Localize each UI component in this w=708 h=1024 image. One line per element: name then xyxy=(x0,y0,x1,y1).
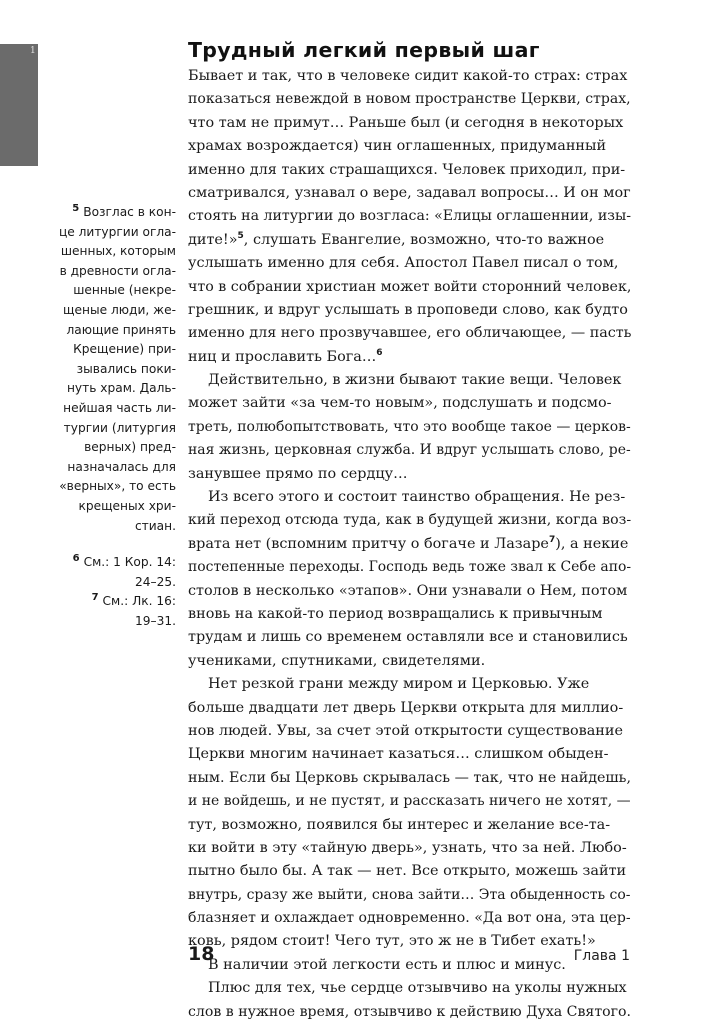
text-line-content: именно для него прозвучавшее, его обличающее, — пасть xyxy=(188,325,632,342)
text-line-content: стоять на литургии до возгласа: «Елицы оглашеннии, изы- xyxy=(188,208,632,225)
footnote-line: це литургии огла- xyxy=(58,224,176,239)
footnote-line: шенные (некре- xyxy=(73,283,176,298)
footnote-number: 7 xyxy=(91,592,99,604)
text-line-content: слов в нужное время, отзывчиво к действию Духа Святого. xyxy=(188,1003,631,1020)
text-line xyxy=(188,977,631,1000)
footnote-text: См.: Лк. 16: xyxy=(102,594,176,609)
text-line-content: ным. Если бы Церковь скрывалась — так, что не найдешь, xyxy=(188,769,631,786)
footnote-line: назначалась для xyxy=(67,459,176,474)
chapter-label: Глава 1 xyxy=(573,948,630,964)
footnote-ref: 7 xyxy=(548,534,556,545)
text-line xyxy=(188,88,631,111)
section-title: Трудный легкий первый шаг xyxy=(188,38,540,62)
text-line-content: вновь на какой-то период возвращались к привычным xyxy=(188,605,603,622)
footnote-line: зывались поки- xyxy=(76,361,176,376)
margin-footnotes xyxy=(44,203,176,631)
text-line xyxy=(188,767,631,790)
text-line xyxy=(188,205,632,228)
text-line xyxy=(188,159,631,182)
text-line xyxy=(188,112,631,135)
text-line xyxy=(188,860,631,883)
text-line xyxy=(188,486,631,509)
text-line xyxy=(188,673,631,696)
text-line xyxy=(188,790,631,813)
text-line xyxy=(188,1001,631,1024)
text-line-content: Бывает и так, что в человеке сидит какой-то страх: страх xyxy=(188,68,628,84)
body-text xyxy=(188,65,631,1024)
text-line xyxy=(188,346,631,369)
text-line xyxy=(188,299,631,322)
footnote-text: См.: 1 Кор. 14: xyxy=(83,555,176,570)
text-line-content: Церкви многим начинает казаться… слишком обыден- xyxy=(188,746,609,763)
text-line-content: блазняет и охлаждает одновременно. «Да вот она, эта цер- xyxy=(188,910,631,927)
text-line-content: В наличии этой легкости есть и плюс и минус. xyxy=(208,956,566,973)
text-line xyxy=(188,743,631,766)
footnote-line: 19–31. xyxy=(135,613,176,628)
footnote-ref: 5 xyxy=(237,230,244,241)
text-line xyxy=(188,392,631,415)
footnote-line: «верных», то есть xyxy=(59,479,176,494)
text-line xyxy=(188,603,631,626)
footnote-line: Крещение) при- xyxy=(73,342,176,357)
text-line-content: Нет резкой грани между миром и Церковью. Уже xyxy=(208,676,590,693)
footnote-number: 5 xyxy=(72,203,80,214)
text-line xyxy=(188,930,631,953)
text-line-content: больше двадцати лет дверь Церкви открыта для миллио- xyxy=(188,699,624,716)
text-line-content: показаться невеждой в новом пространстве Церкви, страх, xyxy=(188,91,631,108)
text-line xyxy=(188,907,631,930)
text-line xyxy=(188,229,631,252)
text-line xyxy=(188,580,631,603)
text-line-content: постепенные переходы. Господь ведь тоже звал к Себе апо- xyxy=(188,559,632,576)
text-line-content: Действительно, в жизни бывают такие вещи. Человек xyxy=(208,372,622,389)
text-line-rest: ), а некие xyxy=(555,535,629,552)
footnote-ref: 6 xyxy=(376,347,383,358)
text-line xyxy=(188,837,631,860)
footnote-line: 24–25. xyxy=(135,574,176,589)
text-line-content: ная жизнь, церковная служба. И вдруг услышать слово, ре- xyxy=(188,442,631,459)
text-line-content: что там не примут… Раньше был (и сегодня в некоторых xyxy=(188,114,624,131)
text-line-content: храмах возрождается) чин оглашенных, придуманный xyxy=(188,138,607,155)
footnote-text: Возглас в кон- xyxy=(83,205,176,219)
footnote-line: верных) пред- xyxy=(84,440,176,455)
text-line xyxy=(188,626,631,649)
text-line-content: занувшее прямо по сердцу… xyxy=(188,465,408,482)
text-line-content: услышать именно для себя. Апостол Павел писал о том, xyxy=(188,255,619,272)
text-line xyxy=(188,416,631,439)
text-line xyxy=(188,322,632,345)
text-line-content: грешник, и вдруг услышать в проповеди слово, как будто xyxy=(188,301,628,318)
text-line-content: что в собрании христиан может войти сторонний человек, xyxy=(188,278,632,295)
chapter-tab xyxy=(0,44,38,166)
text-line-content: врата нет (вспомним притчу о богаче и Лазаре xyxy=(188,535,549,552)
text-line xyxy=(188,650,631,673)
text-line-content: ки войти в эту «тайную дверь», узнать, что за ней. Любо- xyxy=(188,839,627,856)
text-line-content: Из всего этого и состоит таинство обращения. Не рез- xyxy=(208,489,626,506)
text-line xyxy=(188,954,631,977)
text-line-content: внутрь, сразу же выйти, снова зайти… Эта обыденность со- xyxy=(188,886,631,903)
text-line xyxy=(188,65,631,88)
text-line xyxy=(188,252,631,275)
footnote-line: щеные люди, же- xyxy=(63,302,176,317)
text-line xyxy=(188,884,631,907)
footnote-line: тургии (литургия xyxy=(63,420,176,435)
footnote-line: нейшая часть ли- xyxy=(63,400,176,415)
text-line-content: кий переход отсюда туда, как в будущей жизни, когда воз- xyxy=(188,512,632,529)
footnote-6 xyxy=(44,553,176,592)
text-line-content: сматривался, узнавал о вере, задавал вопросы… И он мог xyxy=(188,184,631,201)
text-line xyxy=(188,463,631,486)
text-line xyxy=(188,556,632,579)
footnote-line: крещеных хри- xyxy=(78,498,176,513)
text-line-content: Плюс для тех, чье сердце отзывчиво на уколы нужных xyxy=(208,980,627,997)
footnote-line: лающие принять xyxy=(66,322,176,337)
footnote-line: в древности огла- xyxy=(59,263,176,278)
text-line xyxy=(188,814,631,837)
chapter-tab-number: 1 xyxy=(30,46,36,56)
text-line xyxy=(188,720,631,743)
text-line xyxy=(188,439,631,462)
footnote-line: нуть храм. Даль- xyxy=(66,381,176,396)
text-line-content: трудам и лишь со временем оставляли все и становились xyxy=(188,629,628,646)
footnote-line xyxy=(44,203,176,223)
text-line-content: именно для таких страшащихся. Человек приходил, при- xyxy=(188,161,626,178)
footnote-7 xyxy=(44,592,176,631)
text-line xyxy=(188,509,632,532)
text-line-content: тут, возможно, появился бы интерес и желание все-та- xyxy=(188,816,611,833)
text-line xyxy=(188,135,631,158)
footnote-5 xyxy=(44,203,176,536)
text-line-content: пытно было бы. А так — нет. Все открыто, можешь зайти xyxy=(188,863,627,880)
text-line-content: ковь, рядом стоит! Чего тут, это ж не в Тибет ехать!» xyxy=(188,933,596,950)
text-line-content: и не войдешь, и не пустят, и рассказать ничего не хотят, — xyxy=(188,793,631,810)
text-line-content: может зайти «за чем-то новым», подслушать и подсмо- xyxy=(188,395,612,412)
page-number: 18 xyxy=(188,943,215,965)
footnote-line: шенных, которым xyxy=(60,244,176,259)
text-line-rest: , слушать Евангелие, возможно, что-то важное xyxy=(243,231,605,248)
footnote-line xyxy=(44,592,176,612)
text-line-content: ниц и прославить Бога… xyxy=(188,348,377,365)
text-line-content: нов людей. Увы, за счет этой открытости существование xyxy=(188,722,623,739)
text-line xyxy=(188,533,631,556)
text-line xyxy=(188,369,631,392)
text-line-content: дите!» xyxy=(188,231,238,248)
footnote-number: 6 xyxy=(72,553,80,565)
footnote-line: стиан. xyxy=(134,518,176,533)
footnote-line xyxy=(44,553,176,573)
text-line-content: учениками, спутниками, свидетелями. xyxy=(188,652,486,669)
text-line-content: столов в несколько «этапов». Они узнавали о Нем, потом xyxy=(188,582,628,599)
text-line-content: треть, полюбопытствовать, что это вообще такое — церков- xyxy=(188,418,631,435)
text-line xyxy=(188,697,631,720)
text-line xyxy=(188,276,632,299)
text-line xyxy=(188,182,631,205)
